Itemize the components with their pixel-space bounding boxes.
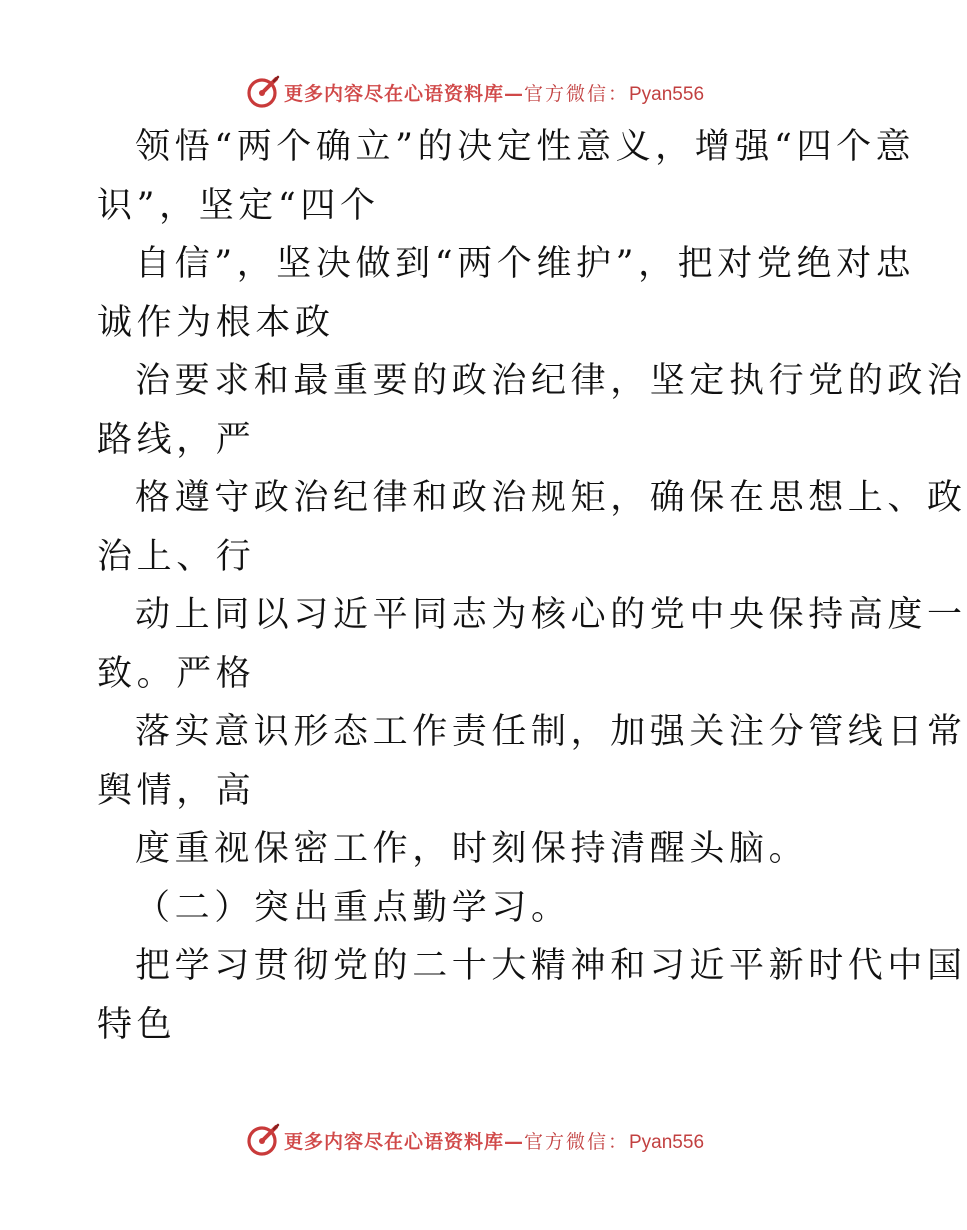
header-banner-text	[284, 79, 704, 106]
footer-banner-dash: —	[503, 1130, 524, 1153]
body-line: 格遵守政治纪律和政治规矩，确保在思想上、政	[135, 478, 967, 518]
body-line: 特色	[97, 1004, 177, 1045]
footer-wechat-id: Pyan556	[629, 1131, 705, 1153]
section-heading: （二）突出重点勤学习。	[135, 887, 571, 928]
header-wechat-id: Pyan556	[629, 83, 705, 105]
body-line: 治上、行	[97, 536, 256, 577]
pen-circle-logo-icon	[246, 1123, 280, 1157]
body-line: 落实意识形态工作责任制，加强关注分管线日常	[135, 712, 967, 752]
footer-banner-text	[284, 1127, 704, 1154]
header-banner	[0, 70, 950, 114]
body-line: 度重视保密工作，时刻保持清醒头脑。	[135, 829, 809, 869]
body-line: 治要求和最重要的政治纪律，坚定执行党的政治	[135, 361, 967, 401]
pen-circle-logo-icon	[246, 75, 280, 109]
body-line: 自信”，坚决做到“两个维护”，把对党绝对忠	[135, 244, 916, 284]
body-line: 识”，坚定“四个	[97, 185, 380, 226]
body-line: 动上同以习近平同志为核心的党中央保持高度一	[135, 595, 967, 635]
header-banner-main: 更多内容尽在心语资料库	[283, 82, 504, 105]
document-body	[97, 118, 967, 1054]
footer-banner-main: 更多内容尽在心语资料库	[283, 1130, 504, 1153]
body-line: 舆情，高	[97, 770, 256, 811]
body-line: 致。严格	[97, 653, 256, 694]
header-banner-dash: —	[503, 82, 524, 105]
body-line: 路线，严	[97, 419, 256, 460]
footer-banner	[0, 1118, 950, 1162]
body-line: 把学习贯彻党的二十大精神和习近平新时代中国	[135, 946, 967, 986]
header-wechat-label: 官方微信：	[523, 82, 629, 105]
body-line: 领悟“两个确立”的决定性意义，增强“四个意	[135, 127, 916, 167]
body-line: 诚作为根本政	[97, 302, 335, 343]
footer-wechat-label: 官方微信：	[523, 1130, 629, 1153]
